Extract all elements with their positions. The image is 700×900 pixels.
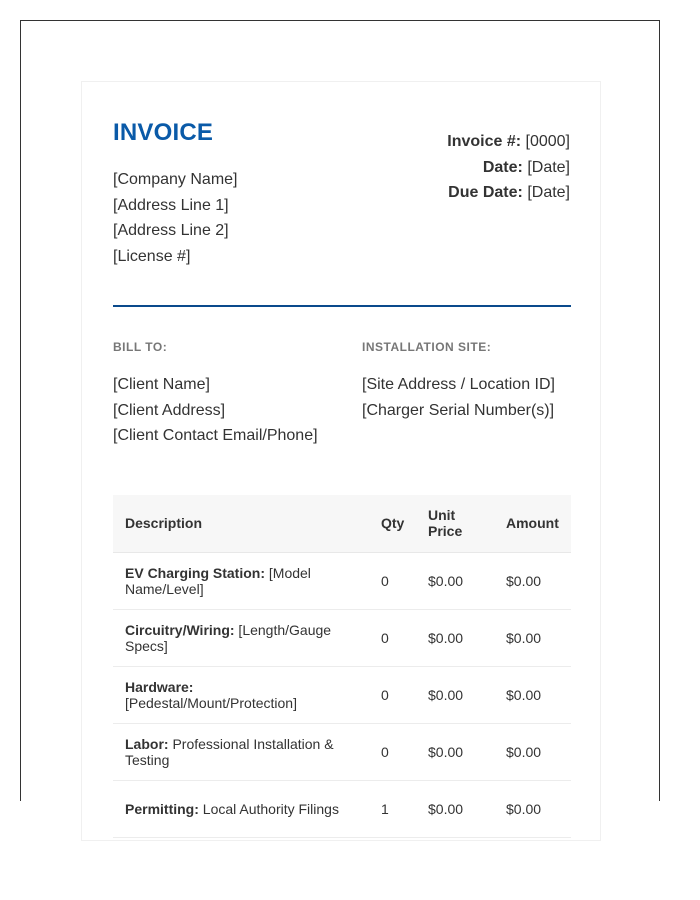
item-amount: $0.00 (494, 609, 571, 666)
invoice-number-value: [0000] (525, 133, 570, 150)
due-date-row (447, 180, 570, 206)
invoice-page (81, 81, 601, 841)
header-description: Description (113, 495, 369, 552)
item-unit-price: $0.00 (416, 552, 494, 609)
due-date-label: Due Date: (448, 184, 523, 202)
address-line-2: [Address Line 2] (113, 222, 229, 240)
item-name: Circuitry/Wiring: (125, 621, 235, 638)
line-items-body (113, 552, 571, 837)
item-name: Hardware: (125, 678, 194, 695)
address-line-1: [Address Line 1] (113, 196, 229, 214)
bill-to-block (113, 372, 318, 449)
table-row (113, 780, 571, 837)
item-description (113, 666, 369, 723)
item-qty: 0 (369, 609, 416, 666)
invoice-title: INVOICE (113, 119, 214, 146)
document-frame (20, 20, 660, 817)
item-qty: 0 (369, 666, 416, 723)
item-detail: Professional Installation & Testing (125, 735, 334, 768)
company-info (113, 167, 238, 270)
client-name: [Client Name] (113, 376, 210, 393)
item-detail: [Pedestal/Mount/Protection] (125, 694, 297, 711)
item-amount: $0.00 (494, 552, 571, 609)
item-qty: 0 (369, 552, 416, 609)
table-row (113, 552, 571, 609)
charger-serial: [Charger Serial Number(s)] (362, 401, 555, 419)
invoice-number-row (447, 129, 570, 155)
header-divider (113, 305, 571, 307)
item-detail: Local Authority Filings (198, 800, 339, 817)
item-name: Permitting: (125, 800, 199, 817)
item-description (113, 609, 369, 666)
table-header-row (113, 495, 571, 552)
item-unit-price: $0.00 (416, 780, 494, 837)
item-description (113, 723, 369, 780)
item-detail: [Model Name/Level] (125, 564, 311, 597)
item-qty: 1 (369, 780, 416, 837)
header-unit-price (416, 495, 494, 552)
item-unit-price: $0.00 (416, 666, 494, 723)
installation-site-block (362, 372, 555, 423)
header-unit-price-text: Unit Price (428, 507, 463, 540)
item-detail: [Length/Gauge Specs] (125, 621, 332, 654)
item-amount: $0.00 (494, 780, 571, 837)
item-description (113, 552, 369, 609)
item-amount: $0.00 (494, 666, 571, 723)
item-qty: 0 (369, 723, 416, 780)
table-row (113, 723, 571, 780)
company-name: [Company Name] (113, 171, 238, 188)
item-name: Labor: (125, 735, 169, 752)
table-row (113, 666, 571, 723)
invoice-date-value: [Date] (527, 158, 570, 176)
client-contact: [Client Contact Email/Phone] (113, 427, 318, 445)
item-unit-price: $0.00 (416, 609, 494, 666)
table-row (113, 609, 571, 666)
item-amount: $0.00 (494, 723, 571, 780)
line-items-table (113, 495, 571, 838)
invoice-date-row (447, 155, 570, 181)
invoice-number-label: Invoice #: (447, 133, 522, 150)
client-address: [Client Address] (113, 401, 226, 419)
site-address: [Site Address / Location ID] (362, 376, 555, 393)
installation-site-label: INSTALLATION SITE: (362, 340, 492, 354)
header-qty: Qty (369, 495, 416, 552)
item-description (113, 780, 369, 837)
due-date-value: [Date] (527, 184, 570, 202)
bill-to-label: BILL TO: (113, 340, 168, 354)
license-number: [License #] (113, 248, 191, 266)
header-amount: Amount (494, 495, 571, 552)
invoice-date-label: Date: (482, 158, 523, 176)
item-name: EV Charging Station: (125, 564, 265, 581)
item-unit-price: $0.00 (416, 723, 494, 780)
invoice-meta (447, 129, 570, 206)
